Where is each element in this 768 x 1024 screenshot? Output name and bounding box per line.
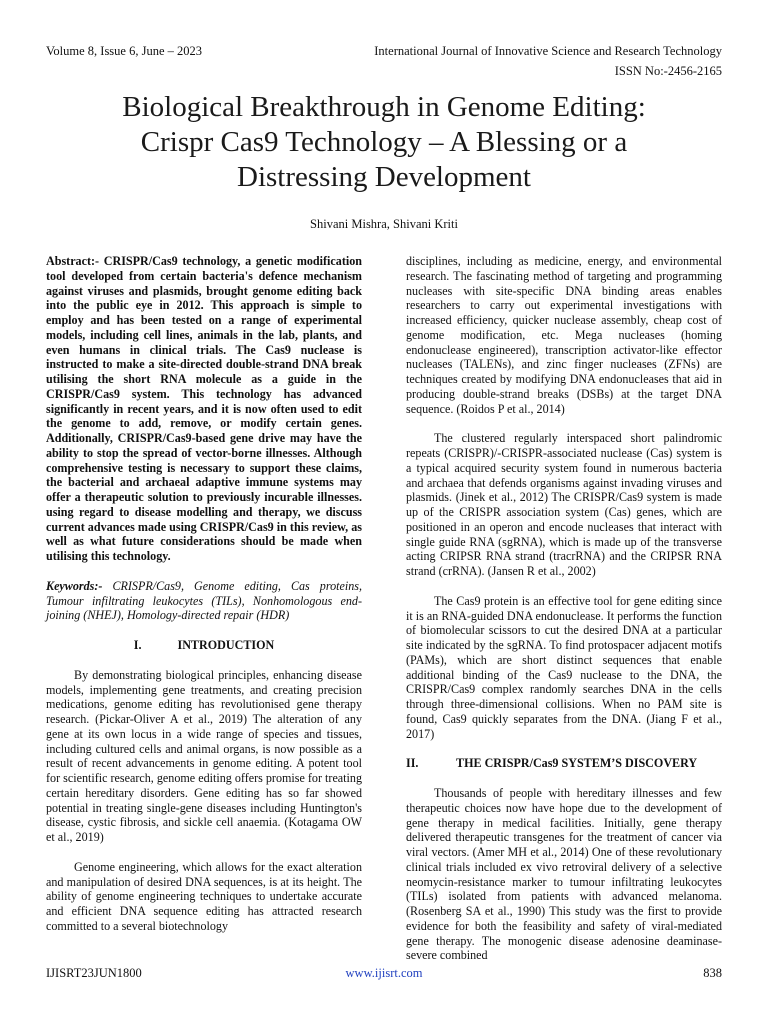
issn: ISSN No:-2456-2165 xyxy=(614,64,722,78)
intro-paragraph-2: Genome engineering, which allows for the exact alteration and manipulation of desired DNA sequences, is at its height. The ability of genome engineering techniques to undertake accurate and efficient DNA sequence editing has attracted research committed to a several biotechnology xyxy=(46,859,362,933)
right-paragraph-2: The clustered regularly interspaced short palindromic repeats (CRISPR)/-CRISPR-associated nuclease (Cas) system is a typical acquired security system found in numerous bacteria and archaea that defends organisms against invading viruses and plasmids. (Jinek et al., 2012) The CRISPR/Cas9 system is made up of the CRISPR association system (Cas) genes, which are positioned in an operon and encode nucleases that interact with single guide RNA (sgRNA), which is made up of the transverse acting CRIPSR RNA strand (tracrRNA) and the CRIPSR RNA strand (crRNA). (Jansen R et al., 2002) xyxy=(406,431,722,578)
section-title: INTRODUCTION xyxy=(177,638,275,652)
section-heading-discovery xyxy=(406,756,722,771)
journal-website-link[interactable]: www.ijisrt.com xyxy=(345,966,423,980)
right-paragraph-1: disciplines, including as medicine, energy, and environmental research. The fascinating method of targeting and programming nucleases with site-specific DNA binding areas enables researchers to carry out experimental investigations with increased efficiency, quicker nuclease assembly, cheap cost of genome modification, etc. Mega nucleases (homing endonuclease engineered), transcription activator-like effector nucleases (TALENs), and zinc finger nucleases (ZFNs) are techniques created by modifying DNA endonucleases that aid in producing double-strand breaks (DSBs) at the target DNA sequence. (Roidos P et al., 2014) xyxy=(406,254,722,416)
title-line-1: Biological Breakthrough in Genome Editing: xyxy=(122,91,646,123)
title-line-2: Crispr Cas9 Technology – A Blessing or a xyxy=(140,126,628,158)
paper-title xyxy=(60,90,708,195)
section-title: THE CRISPR/Cas9 SYSTEM’S DISCOVERY xyxy=(456,756,698,771)
left-column xyxy=(46,254,362,934)
keywords xyxy=(46,579,362,623)
section-number: I. xyxy=(133,638,142,652)
section-number: II. xyxy=(406,756,419,771)
right-column xyxy=(406,254,722,963)
authors: Shivani Mishra, Shivani Kriti xyxy=(310,217,458,231)
right-paragraph-3: The Cas9 protein is an effective tool for gene editing since it is an RNA-guided DNA endonuclease. It performs the function of biomolecular scissors to cut the desired DNA at a particular site indicated by the sgRNA. To find protospacer adjacent motifs (PAMs), which are short distinct sequences that enable additional binding of the Cas9 nuclease to the DNA, the CRISPR/Cas9 complex randomly searches DNA in the cells through three-dimensional collisions. When no PAM site is found, Cas9 quickly separates from the DNA. (Jiang F et al., 2017) xyxy=(406,593,722,741)
page-number: 838 xyxy=(703,966,722,980)
title-line-3: Distressing Development xyxy=(237,161,531,193)
keywords-text: CRISPR/Cas9, Genome editing, Cas proteins, Tumour infiltrating leukocytes (TILs), Nonhomologous end-joining (NHEJ), Homology-directed repair (HDR) xyxy=(46,578,362,623)
journal-name: International Journal of Innovative Science and Research Technology xyxy=(374,44,722,58)
intro-paragraph-1: By demonstrating biological principles, enhancing disease models, implementing gene treatments, and creating precision medications, genome editing has revolutionised gene therapy research. (Pickar-Oliver A et al., 2019) The alteration of any gene at its own locus in a wide range of species and tissues, including cultured cells and animal organs, is now possible as a result of recent advancements in genome editing. A potent tool for scientific research, genome editing offers promise for treating certain hereditary disorders. Gene editing has so far showed potential in treating single-gene diseases including Huntington's disease, cystic fibrosis, and sickle cell anaemia. (Kotagama OW et al., 2019) xyxy=(46,667,362,844)
volume-issue: Volume 8, Issue 6, June – 2023 xyxy=(46,44,203,58)
paper-code: IJISRT23JUN1800 xyxy=(46,966,142,980)
section-heading-introduction xyxy=(46,638,362,653)
keywords-label: Keywords:- xyxy=(46,578,103,593)
abstract: Abstract:- CRISPR/Cas9 technology, a genetic modification tool developed from certain bacteria's defence mechanism against viruses and plasmids, brought genome editing back into the public eye in 2012. This approach is simple to employ and has been tested on a range of experimental models, including cell lines, animals in the lab, plants, and even humans in clinical trials. The Cas9 nuclease is instructed to make a site-directed double-strand DNA break utilising the short RNA molecule as a guide in the CRISPR/Cas9 system. This technology has advanced significantly in recent years, and it is now often used to edit the genome to add, remove, or modify certain genes. Additionally, CRISPR/Cas9-based gene drive may have the ability to stop the spread of vector-borne illnesses. Although comprehensive testing is necessary to support these claims, the bacterial and archaeal adaptive immune systems may offer a therapeutic solution to previously incurable illnesses. using regard to disease modelling and therapy, we discuss current advances made using CRISPR/Cas9 in this review, as well as what future considerations should be made when utilising this technology. xyxy=(46,254,362,563)
discovery-paragraph-1: Thousands of people with hereditary illnesses and few therapeutic choices now have hope due to the development of gene therapy in medical facilities. Initially, gene therapy delivered therapeutic transgenes for the treatment of cancer via viral vectors. (Amer MH et al., 2014) One of these revolutionary clinical trials included ex vivo retroviral delivery of a selective neomycin-resistance marker to tumour infiltrating leukocytes (TILs) isolated from patients with advanced melanoma. (Rosenberg SA et al., 1990) This study was the first to provide evidence for both the feasibility and safety of viral-mediated gene therapy. The monogenic disease adenosine deaminase-severe combined xyxy=(406,786,722,963)
